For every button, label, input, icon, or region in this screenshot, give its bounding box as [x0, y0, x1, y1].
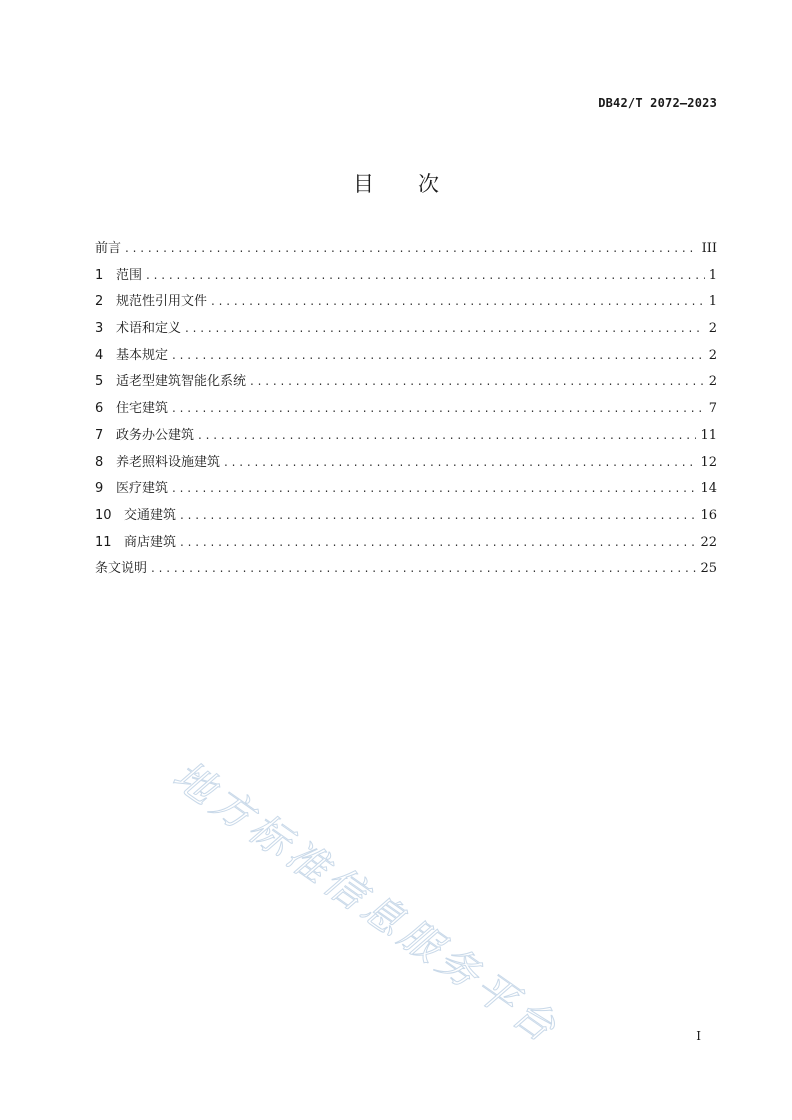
toc-entry-title[interactable]: 规范性引用文件: [116, 294, 208, 310]
toc-entry[interactable]: [95, 451, 717, 478]
toc-leader-dots: [172, 401, 705, 415]
toc-entry-title[interactable]: 适老型建筑智能化系统: [116, 374, 247, 390]
toc-entry[interactable]: [95, 424, 717, 451]
toc-leader-dots: [172, 481, 696, 495]
table-of-contents: [95, 237, 717, 584]
toc-entry-page: III: [701, 241, 717, 256]
toc-entry-title[interactable]: 术语和定义: [116, 321, 182, 337]
toc-leader-dots: [185, 321, 705, 335]
toc-leader-dots: [250, 374, 705, 388]
toc-entry[interactable]: [95, 370, 717, 397]
toc-entry-number: 10: [95, 507, 112, 523]
toc-entry-number: 3: [95, 321, 104, 337]
toc-entry[interactable]: [95, 317, 717, 344]
toc-entry[interactable]: [95, 504, 717, 531]
toc-entry-page: 22: [700, 534, 717, 550]
toc-entry-title[interactable]: 政务办公建筑: [116, 427, 195, 443]
toc-entry-page: 12: [700, 454, 717, 470]
watermark: 地方标准信息服务平台: [164, 752, 568, 1054]
toc-entry-page: 11: [700, 427, 717, 443]
toc-entry[interactable]: [95, 557, 717, 584]
toc-entry-number: 9: [95, 481, 104, 497]
toc-entry-number: 4: [95, 347, 104, 363]
toc-leader-dots: [211, 294, 705, 308]
toc-entry-page: 16: [700, 507, 717, 523]
toc-leader-dots: [125, 241, 698, 255]
toc-entry-page: 2: [708, 374, 717, 390]
toc-entry-page: 2: [708, 347, 717, 363]
toc-leader-dots: [180, 535, 696, 549]
toc-leader-dots: [180, 508, 696, 522]
toc-entry[interactable]: [95, 531, 717, 558]
toc-entry-page: 25: [700, 561, 717, 577]
toc-leader-dots: [172, 348, 705, 362]
toc-entry-title[interactable]: 交通建筑: [124, 507, 177, 523]
toc-leader-dots: [224, 455, 696, 469]
toc-entry-number: 7: [95, 427, 104, 443]
toc-leader-dots: [198, 428, 696, 442]
toc-entry-number: 8: [95, 454, 104, 470]
toc-entry-number: 2: [95, 294, 104, 310]
document-code: DB42/T 2072—2023: [598, 96, 717, 110]
toc-title: 目次: [353, 172, 483, 196]
toc-entry-title[interactable]: 条文说明: [95, 561, 148, 577]
toc-entry-title[interactable]: 范围: [116, 267, 143, 283]
toc-entry[interactable]: [95, 264, 717, 291]
toc-leader-dots: [151, 561, 696, 575]
toc-entry-title[interactable]: 基本规定: [116, 347, 169, 363]
toc-entry[interactable]: [95, 237, 717, 264]
toc-entry-title[interactable]: 住宅建筑: [116, 401, 169, 417]
toc-entry-title[interactable]: 前言: [95, 241, 122, 256]
toc-entry-page: 7: [708, 401, 717, 417]
toc-entry[interactable]: [95, 397, 717, 424]
toc-entry-page: 2: [708, 321, 717, 337]
toc-entry-page: 1: [708, 294, 717, 310]
toc-entry[interactable]: [95, 344, 717, 371]
toc-entry-number: 5: [95, 374, 104, 390]
page-number: I: [696, 1029, 701, 1043]
toc-entry[interactable]: [95, 290, 717, 317]
toc-entry-page: 1: [708, 267, 717, 283]
toc-entry-number: 6: [95, 401, 104, 417]
toc-entry-title[interactable]: 商店建筑: [124, 534, 177, 550]
toc-leader-dots: [146, 268, 705, 282]
toc-entry-title[interactable]: 养老照料设施建筑: [116, 454, 221, 470]
toc-entry-number: 1: [95, 267, 104, 283]
toc-entry-number: 11: [95, 534, 112, 550]
toc-entry[interactable]: [95, 477, 717, 504]
toc-entry-title[interactable]: 医疗建筑: [116, 481, 169, 497]
toc-entry-page: 14: [700, 481, 717, 497]
